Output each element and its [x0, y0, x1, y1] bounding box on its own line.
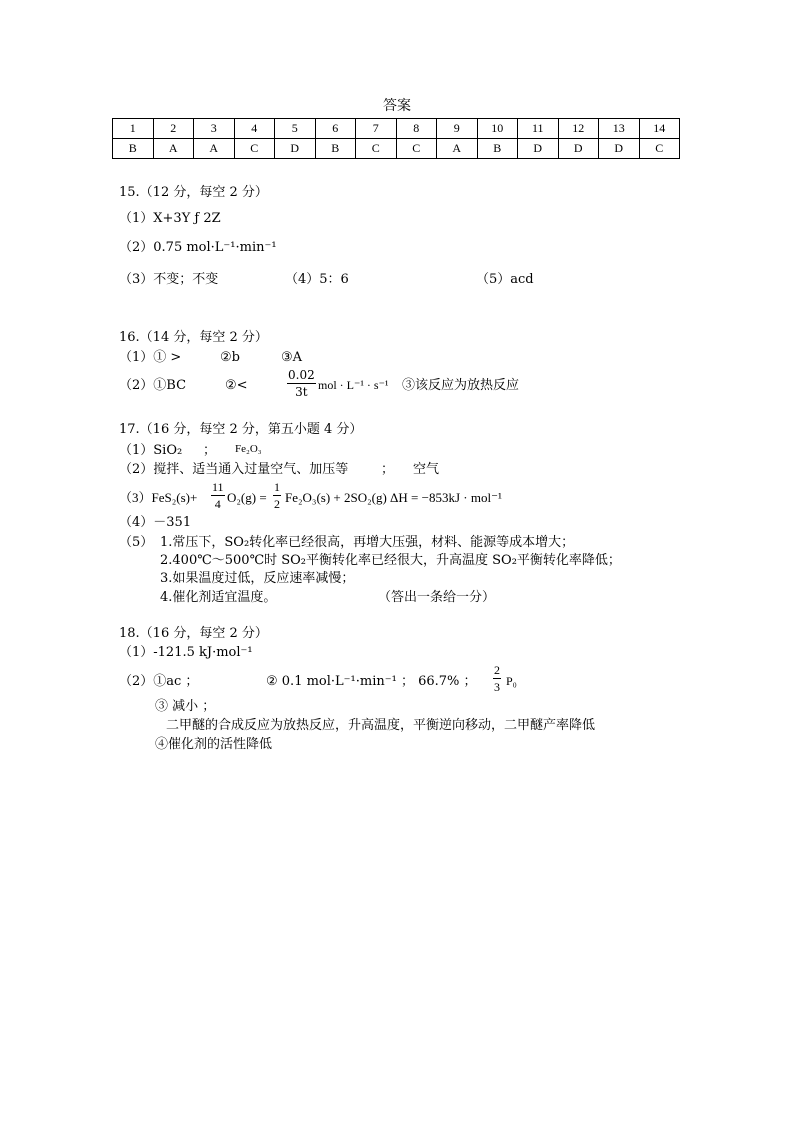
table-cell: A — [153, 139, 194, 159]
q17-answer-1b: Fe₂O₃ — [235, 443, 262, 455]
q18-pressure-fraction — [493, 664, 501, 693]
table-cell: B — [477, 139, 518, 159]
q17-eq-suffix: Fe₂O₃(s) + 2SO₂(g) ΔH = −853kJ · mol⁻¹ — [285, 490, 502, 505]
q16-header: 16.（14 分，每空 2 分） — [119, 330, 268, 345]
q16-answer-1a: （1）① > — [119, 350, 182, 365]
page-title: 答案 — [383, 98, 411, 114]
q18-answer-2a: （2）①ac ； — [119, 674, 199, 689]
q18-answer-3: ③ 减小 ； — [155, 699, 216, 714]
table-cell: 7 — [356, 119, 397, 139]
q18-header: 18.（16 分，每空 2 分） — [119, 626, 268, 641]
table-cell: D — [599, 139, 640, 159]
table-cell: 4 — [234, 119, 275, 139]
fraction-numerator: 2 — [494, 663, 500, 677]
q17-answer-1a: （1）SiO₂ — [119, 443, 183, 458]
q17-answer-5-label: （5） — [119, 535, 154, 550]
q17-answer-5-reason-2: 2.400℃～500℃时 SO₂平衡转化率已经很大，升高温度 SO₂平衡转化率降低； — [160, 553, 621, 568]
q18-answer-3-reason: 二甲醚的合成反应为放热反应，升高温度，平衡逆向移动，二甲醚产率降低 — [166, 718, 596, 733]
answer-table — [112, 118, 680, 159]
table-cell: 11 — [518, 119, 559, 139]
table-cell: 1 — [113, 119, 154, 139]
q15-answer-5: （5）acd — [476, 272, 534, 287]
q16-answer-1c: ③A — [281, 350, 303, 365]
table-cell: 13 — [599, 119, 640, 139]
q16-rate-fraction — [287, 369, 316, 398]
fraction-numerator: 0.02 — [288, 368, 315, 382]
q17-eq-fraction-2 — [273, 481, 281, 510]
q16-answer-2b: ②< — [225, 378, 248, 393]
table-cell: 12 — [558, 119, 599, 139]
table-cell: C — [234, 139, 275, 159]
table-cell: A — [437, 139, 478, 159]
table-cell: C — [356, 139, 397, 159]
table-cell: A — [194, 139, 235, 159]
table-cell: 3 — [194, 119, 235, 139]
table-cell: 9 — [437, 119, 478, 139]
q17-answer-4: （4）－351 — [119, 515, 192, 530]
table-cell: 10 — [477, 119, 518, 139]
q17-answer-5-reason-4: 4.催化剂适宜温度。 — [160, 590, 277, 605]
q17-scoring-note: （答出一条给一分） — [378, 590, 496, 605]
q15-answer-2: （2）0.75 mol·L⁻¹·min⁻¹ — [119, 240, 277, 255]
q18-answer-1: （1）-121.5 kJ·mol⁻¹ — [119, 645, 253, 660]
q17-answer-5-reason-1: 1.常压下，SO₂转化率已经很高，再增大压强，材料、能源等成本增大； — [160, 535, 575, 550]
q17-answer-2b: 空气 — [413, 462, 440, 477]
q15-header: 15.（12 分，每空 2 分） — [119, 185, 268, 200]
table-cell: 8 — [396, 119, 437, 139]
q17-eq-mid: O₂(g) = — [227, 490, 267, 505]
q17-sep-1: ； — [203, 443, 217, 458]
q16-rate-unit: mol · L⁻¹ · s⁻¹ — [318, 378, 389, 392]
table-cell: 14 — [639, 119, 680, 139]
table-cell: B — [315, 139, 356, 159]
table-cell: D — [558, 139, 599, 159]
q17-answer-2a: （2）搅拌、适当通入过量空气、加压等 — [119, 462, 349, 477]
table-cell: C — [396, 139, 437, 159]
q15-answer-1: （1）X+3Y ƒ 2Z — [119, 211, 221, 226]
table-cell: 5 — [275, 119, 316, 139]
q17-sep-2: ； — [381, 462, 395, 477]
table-row-answers — [113, 139, 680, 159]
q17-eq-prefix: （3）FeS₂(s)+ — [119, 490, 198, 505]
table-cell: 2 — [153, 119, 194, 139]
q15-answer-3: （3）不变；不变 — [119, 272, 219, 287]
fraction-numerator: 1 — [274, 480, 280, 494]
q16-answer-2a: （2）①BC — [119, 378, 187, 393]
fraction-denominator: 2 — [274, 497, 280, 511]
q17-header: 17.（16 分，每空 2 分，第五小题 4 分） — [119, 422, 363, 437]
table-cell: D — [275, 139, 316, 159]
table-cell: C — [639, 139, 680, 159]
q18-answer-2b: ② 0.1 mol·L⁻¹·min⁻¹ ； 66.7% ； — [266, 674, 477, 689]
table-cell: B — [113, 139, 154, 159]
q17-eq-fraction-1 — [211, 481, 225, 510]
fraction-denominator: 3 — [494, 680, 500, 694]
table-cell: D — [518, 139, 559, 159]
q17-answer-5-reason-3: 3.如果温度过低，反应速率减慢； — [160, 571, 355, 586]
fraction-numerator: 11 — [212, 480, 224, 494]
fraction-denominator: 3t — [287, 383, 316, 398]
q18-pressure-symbol: P₀ — [506, 674, 517, 688]
q15-answer-4: （4）5：6 — [285, 272, 349, 287]
q16-answer-1b: ②b — [220, 350, 240, 365]
q18-answer-4: ④催化剂的活性降低 — [155, 737, 273, 752]
q16-answer-2c: ③该反应为放热反应 — [402, 378, 520, 393]
fraction-denominator: 4 — [211, 495, 225, 510]
table-cell: 6 — [315, 119, 356, 139]
table-row-numbers — [113, 119, 680, 139]
